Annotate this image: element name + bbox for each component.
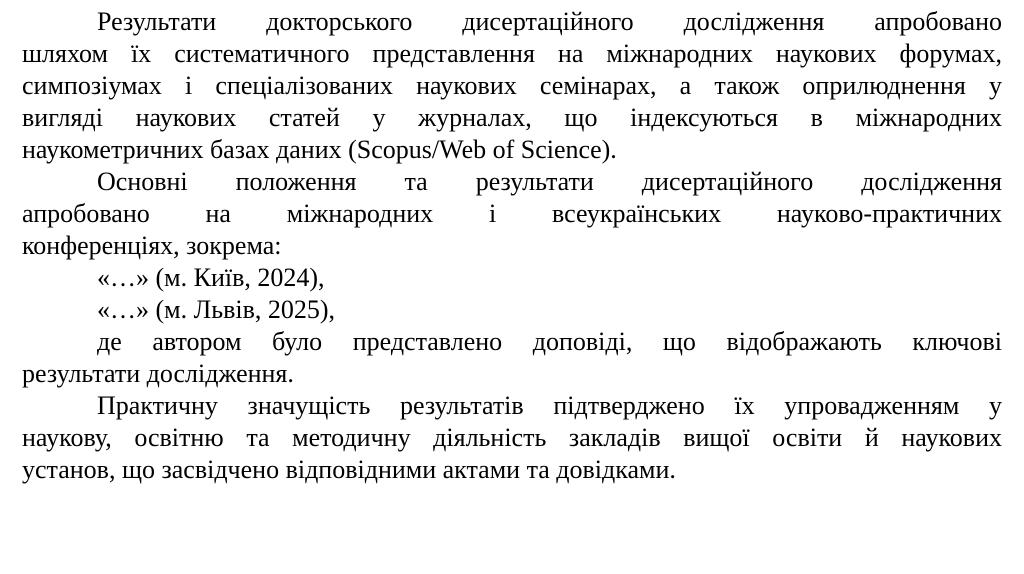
text-line: установ, що засвідчено відповідними актами та довідками. xyxy=(22,455,676,484)
text-line: апробовано на міжнародних і всеукраїнських науково-практичних xyxy=(22,199,1002,228)
text-line: наукометричних базах даних (Scopus/Web of Science). xyxy=(22,135,617,164)
list-item-conference-kyiv xyxy=(22,262,1002,294)
text-line: симпозіумах і спеціалізованих наукових семінарах, а також оприлюднення у xyxy=(22,71,1002,100)
text-line: «…» (м. Львів, 2025), xyxy=(97,295,336,324)
text-line: «…» (м. Київ, 2024), xyxy=(97,263,325,292)
text-line: наукову, освітню та методичну діяльність закладів вищої освіти й наукових xyxy=(22,423,1002,452)
text-line: Результати докторського дисертаційного дослідження апробовано xyxy=(97,7,1002,36)
text-line: результати дослідження. xyxy=(22,359,294,388)
list-item-conference-lviv xyxy=(22,294,1002,326)
text-line: Основні положення та результати дисертаційного дослідження xyxy=(97,167,1002,196)
paragraph-practical-significance xyxy=(22,390,1002,486)
paragraph-conferences xyxy=(22,166,1002,262)
text-line: Практичну значущість результатів підтверджено їх упровадженням у xyxy=(97,391,1002,420)
text-line: шляхом їх систематичного представлення на міжнародних наукових форумах, xyxy=(22,39,1002,68)
paragraph-reports xyxy=(22,326,1002,390)
text-line: де автором було представлено доповіді, що відображають ключові xyxy=(97,327,1002,356)
paragraph-approbation xyxy=(22,6,1002,166)
text-line: вигляді наукових статей у журналах, що індексуються в міжнародних xyxy=(22,103,1002,132)
text-line: конференціях, зокрема: xyxy=(22,231,282,260)
